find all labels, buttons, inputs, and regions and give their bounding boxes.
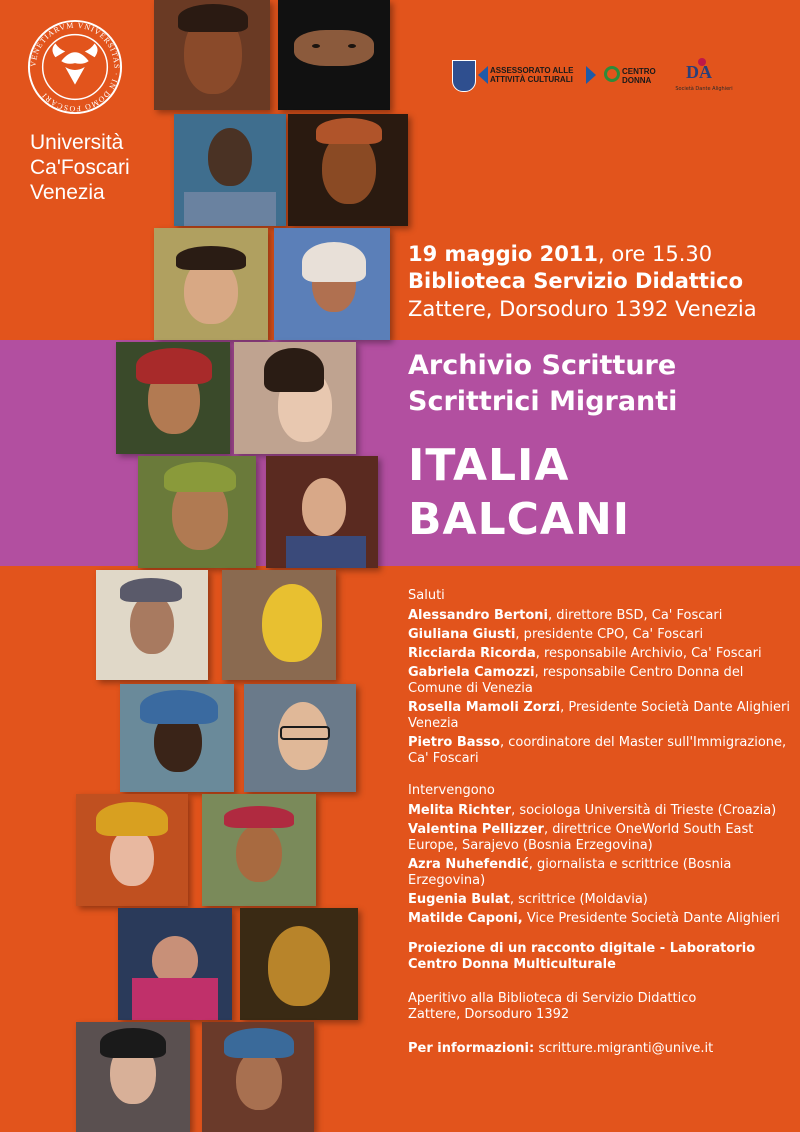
assessorato-line-1: ASSESSORATO ALLE: [490, 66, 574, 75]
portrait-tile: [274, 228, 390, 340]
speaker-name: Alessandro Bertoni: [408, 608, 549, 623]
portrait-tile: [76, 794, 188, 906]
speaker-name: Gabriela Camozzi: [408, 665, 535, 680]
portrait-tile: [174, 114, 286, 226]
centro-donna-line-2: DONNA: [622, 76, 652, 85]
sponsor-logos: [452, 50, 742, 106]
university-name-line-1: Università: [30, 131, 124, 154]
portrait-tile: [244, 684, 356, 792]
event-date: [408, 241, 712, 268]
speaker-role: Vice Presidente Società Dante Alighieri: [522, 911, 780, 926]
speaker-role: , responsabile Archivio, Ca' Foscari: [535, 646, 762, 661]
university-name: [30, 130, 130, 205]
speaker-role: , responsabile Centro Donna del Comune di Venezia: [408, 665, 744, 696]
title-line-2: Scrittrici Migranti: [408, 386, 678, 417]
portrait-tile: [96, 570, 208, 680]
centro-donna-circle-icon: [604, 66, 620, 82]
speaker-name: Pietro Basso: [408, 735, 500, 750]
portrait-tile: [240, 908, 358, 1020]
assessorato-line-2: ATTIVITÀ CULTURALI: [490, 75, 573, 84]
speaker-name: Matilde Caponi,: [408, 911, 523, 926]
speaker-role: , presidente CPO, Ca' Foscari: [515, 627, 704, 642]
portrait-tile: [76, 1022, 190, 1132]
saluti-item: [408, 735, 793, 767]
speaker-name: Ricciarda Ricorda: [408, 646, 536, 661]
title-line-1: Archivio Scritture: [408, 350, 677, 381]
seal-text: VENETIARVM VNIVERSITAS · IN DOMO FOSCARI: [28, 20, 122, 114]
speaker-role: , direttrice OneWorld South East Europe, Sarajevo (Bosnia Erzegovina): [408, 822, 754, 853]
saluti-item: [408, 608, 793, 624]
portrait-tile: [118, 908, 232, 1020]
event-date-bold: 19 maggio 2011: [408, 242, 599, 266]
info-label: Per informazioni:: [408, 1041, 535, 1056]
intervengono-item: [408, 822, 793, 854]
info-email-link[interactable]: scritture.migranti@unive.it: [534, 1041, 714, 1056]
event-time: , ore 15.30: [598, 242, 713, 266]
portrait-tile: [266, 456, 378, 568]
speaker-name: Melita Richter: [408, 803, 512, 818]
speaker-role: , Presidente Società Dante Alighieri Venezia: [408, 700, 790, 731]
intervengono-item: [408, 911, 793, 927]
portrait-tile: [202, 794, 316, 906]
aperitivo-note: [408, 991, 793, 1023]
university-name-line-2: Ca'Foscari: [30, 156, 130, 179]
speaker-role: , direttore BSD, Ca' Foscari: [548, 608, 723, 623]
portrait-tile: [288, 114, 408, 226]
centro-donna-line-1: CENTRO: [622, 67, 656, 76]
portrait-tile: [278, 0, 390, 110]
speaker-name: Eugenia Bulat: [408, 892, 510, 907]
event-address: Zattere, Dorsoduro 1392 Venezia: [408, 297, 757, 321]
speaker-role: , coordinatore del Master sull'Immigrazione, Ca' Foscari: [408, 735, 787, 766]
title-line-4: BALCANI: [408, 494, 631, 545]
intervengono-item: [408, 857, 793, 889]
centro-donna-logo-text: [622, 67, 656, 85]
info-line: [408, 1041, 793, 1057]
aperitivo-line-1: Aperitivo alla Biblioteca di Servizio Didattico: [408, 991, 697, 1006]
dante-alighieri-subtitle: Società Dante Alighieri: [675, 86, 733, 92]
venice-crest-icon: [452, 60, 476, 92]
portrait-tile: [116, 342, 230, 454]
aperitivo-line-2: Zattere, Dorsoduro 1392: [408, 1007, 570, 1022]
intervengono-item: [408, 803, 793, 819]
projection-note: Proiezione di un racconto digitale - Laboratorio Centro Donna Multiculturale: [408, 941, 756, 972]
chevron-left-icon: [478, 66, 488, 84]
speaker-role: , scrittrice (Moldavia): [509, 892, 648, 907]
program: [408, 588, 793, 1057]
portrait-tile: [154, 0, 270, 110]
saluti-item: [408, 665, 793, 697]
speaker-name: Valentina Pellizzer: [408, 822, 544, 837]
saluti-item: [408, 627, 793, 643]
event-venue: Biblioteca Servizio Didattico: [408, 269, 744, 293]
assessorato-logo-text: [490, 66, 573, 84]
portrait-tile: [154, 228, 268, 340]
saluti-item: [408, 700, 793, 732]
title-line-3: ITALIA: [408, 440, 570, 491]
intervengono-heading: Intervengono: [408, 783, 495, 798]
portrait-tile: [222, 570, 336, 680]
saluti-item: [408, 646, 793, 662]
speaker-name: Giuliana Giusti: [408, 627, 516, 642]
university-seal-logo: [26, 18, 124, 116]
portrait-tile: [234, 342, 356, 454]
speaker-role: , giornalista e scrittrice (Bosnia Erzegovina): [408, 857, 732, 888]
intervengono-item: [408, 892, 793, 908]
university-name-line-3: Venezia: [30, 181, 105, 204]
chevron-right-icon: [586, 66, 596, 84]
portrait-tile: [120, 684, 234, 792]
portrait-tile: [138, 456, 256, 568]
portrait-tile: [202, 1022, 314, 1132]
speaker-name: Rosella Mamoli Zorzi: [408, 700, 561, 715]
speaker-name: Azra Nuhefendić: [408, 857, 529, 872]
dante-alighieri-logo: DA: [686, 62, 712, 82]
speaker-role: , sociologa Università di Trieste (Croazia): [511, 803, 777, 818]
saluti-heading: Saluti: [408, 588, 445, 603]
